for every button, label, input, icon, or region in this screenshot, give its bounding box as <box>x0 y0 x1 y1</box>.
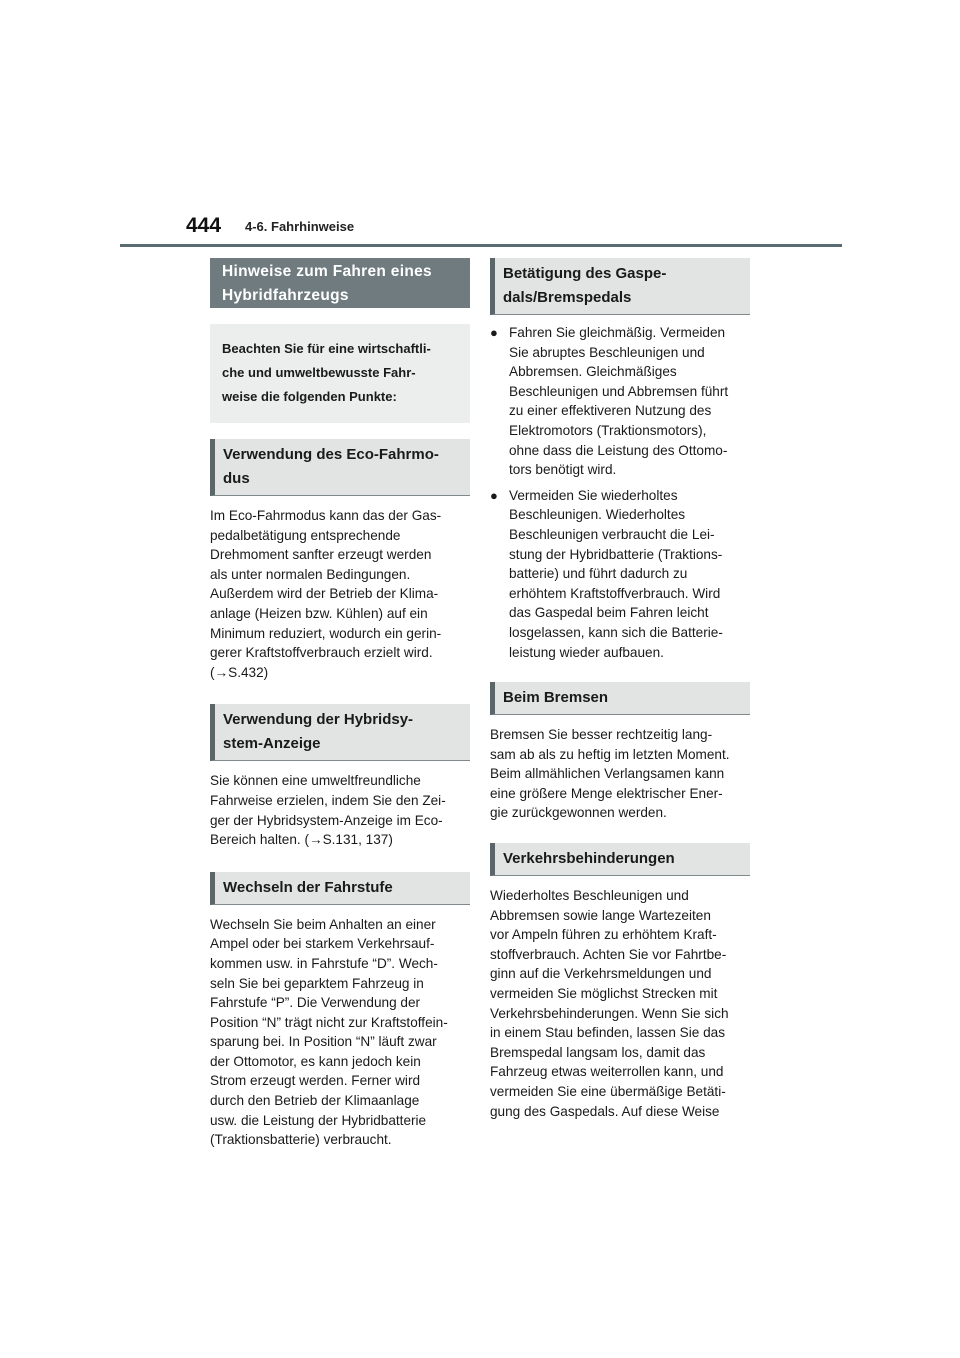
text-line: vermeiden Sie eine übermäßige Betäti- <box>490 1084 726 1099</box>
text-line: Beschleunigen und Abbremsen führt <box>509 383 729 399</box>
text-line: seln Sie bei geparktem Fahrzeug in <box>210 975 424 991</box>
text-line: Bereich halten. (→S.131, 137) <box>210 832 393 848</box>
text-line: Wechseln Sie beim Anhalten an einer <box>210 916 436 932</box>
text-line: erhöhtem Kraftstoffverbrauch. Wird <box>509 585 721 601</box>
text-line: Abbremsen. Gleichmäßiges <box>509 364 677 380</box>
intro-line: Beachten Sie für eine wirtschaftli- <box>222 341 431 356</box>
text-line: stung der Hybridbatterie (Traktions- <box>509 546 723 562</box>
bullet-icon: ● <box>490 487 498 503</box>
text-line: Vermeiden Sie wiederholtes <box>509 487 678 503</box>
text-line: vermeiden Sie möglichst Strecken mit <box>490 986 718 1002</box>
text-line: eine größere Menge elektrischer Ener- <box>490 785 723 801</box>
text-line: sparung bei. In Position “N” läuft zwar <box>210 1034 437 1050</box>
heading-line: Verkehrsbehinderungen <box>503 850 675 868</box>
text-line: Außerdem wird der Betrieb der Klima- <box>210 586 439 602</box>
right-column <box>490 258 750 1121</box>
eco-mode-heading <box>210 439 470 496</box>
main-heading-line: Hinweise zum Fahren eines <box>222 263 432 280</box>
left-column <box>210 258 470 1150</box>
text-line: kommen usw. in Fahrstufe “D”. Wech- <box>210 955 438 971</box>
intro-line: che und umweltbewusste Fahr- <box>222 365 416 380</box>
text-line: Abbremsen sowie lange Wartezeiten <box>490 907 711 923</box>
heading-line: dals/Bremspedals <box>503 289 632 306</box>
text-line: usw. die Leistung der Hybridbatterie <box>210 1112 427 1128</box>
text-line: Bremspedal langsam los, damit das <box>490 1044 706 1060</box>
page-number: 444 <box>186 214 222 237</box>
text-line: gerer Kraftstoffverbrauch erzielt wird. <box>210 645 433 661</box>
text-line: Im Eco-Fahrmodus kann das der Gas- <box>210 508 442 523</box>
text-line: (→S.432) <box>210 664 269 680</box>
traffic-text <box>490 886 750 1121</box>
traffic-heading <box>490 843 750 876</box>
main-heading-line: Hybridfahrzeugs <box>222 287 349 304</box>
text-line: als unter normalen Bedingungen. <box>210 566 411 582</box>
heading-line: Verwendung des Eco-Fahrmo- <box>223 446 439 463</box>
text-line: ger der Hybridsystem-Anzeige im Eco- <box>210 812 443 828</box>
text-line: Fahrzeug etwas weiterrollen kann, und <box>490 1064 724 1080</box>
text-line: Verkehrsbehinderungen. Wenn Sie sich <box>490 1005 729 1021</box>
heading-line: stem-Anzeige <box>223 735 321 753</box>
text-line: Elektromotors (Traktionsmotors), <box>509 422 707 438</box>
gear-change-heading <box>210 872 470 905</box>
text-line: Minimum reduziert, wodurch ein gerin- <box>210 625 442 641</box>
intro-line: weise die folgenden Punkte: <box>222 389 397 404</box>
text-line: Beim allmählichen Verlangsamen kann <box>490 766 725 782</box>
text-line: tors benötigt wird. <box>509 462 617 478</box>
pedals-heading <box>490 258 750 315</box>
gear-change-text <box>210 915 470 1150</box>
text-line: Ampel oder bei starkem Verkehrsauf- <box>210 936 435 952</box>
braking-heading <box>490 682 750 715</box>
section-title: 4-6. Fahrhinweise <box>245 219 355 234</box>
text-line: Wiederholtes Beschleunigen und <box>490 888 689 904</box>
text-line: Position “N” trägt nicht zur Kraftstoffein- <box>210 1014 448 1030</box>
text-line: losgelassen, kann sich die Batterie- <box>509 624 723 640</box>
intro-box <box>210 324 470 423</box>
text-line: pedalbetätigung entsprechende <box>210 527 401 543</box>
braking-text <box>490 725 750 823</box>
text-line: (Traktionsbatterie) verbraucht. <box>210 1132 392 1148</box>
text-line: das Gaspedal beim Fahren leicht <box>509 605 709 621</box>
text-line: zu einer effektiveren Nutzung des <box>509 403 712 419</box>
main-heading <box>210 258 470 308</box>
heading-line: Beim Bremsen <box>503 689 609 707</box>
text-line: vor Ampeln führen zu erhöhtem Kraft- <box>490 927 717 943</box>
heading-line: Verwendung der Hybridsy- <box>223 711 414 729</box>
text-line: in einem Stau befinden, lassen Sie das <box>490 1025 726 1041</box>
bullet-item <box>490 323 750 480</box>
text-line: gung des Gaspedals. Auf diese Weise <box>490 1103 720 1119</box>
text-line: Fahren Sie gleichmäßig. Vermeiden <box>509 325 726 340</box>
hybrid-display-text <box>210 771 470 849</box>
bullet-text <box>509 486 723 662</box>
bullet-text <box>509 323 728 480</box>
heading-line: Betätigung des Gaspe- <box>503 265 667 282</box>
text-line: der Ottomotor, es kann jedoch kein <box>210 1053 421 1069</box>
text-line: anlage (Heizen bzw. Kühlen) auf ein <box>210 605 428 621</box>
text-line: batterie) und führt dadurch zu <box>509 566 688 582</box>
heading-line: Wechseln der Fahrstufe <box>223 878 393 896</box>
text-line: gie zurückgewonnen werden. <box>490 805 667 821</box>
bullet-item <box>490 486 750 662</box>
eco-mode-text <box>210 506 470 682</box>
text-line: Strom erzeugt werden. Ferner wird <box>210 1073 421 1089</box>
text-line: Bremsen Sie besser rechtzeitig lang- <box>490 727 713 743</box>
text-line: Beschleunigen. Wiederholtes <box>509 507 686 523</box>
heading-line: dus <box>223 470 250 487</box>
text-line: Sie abruptes Beschleunigen und <box>509 344 705 360</box>
text-line: Fahrweise erzielen, indem Sie den Zei- <box>210 792 446 808</box>
text-line: leistung wieder aufbauen. <box>509 644 664 660</box>
text-line: ohne dass die Leistung des Ottomo- <box>509 442 728 458</box>
text-line: stoffverbrauch. Achten Sie vor Fahrtbe- <box>490 946 727 962</box>
text-line: Beschleunigen verbraucht die Lei- <box>509 526 715 542</box>
text-line: Sie können eine umweltfreundliche <box>210 773 421 789</box>
hybrid-display-heading <box>210 704 470 761</box>
text-line: sam ab als zu heftig im letzten Moment. <box>490 746 730 762</box>
text-line: Drehmoment sanfter erzeugt werden <box>210 547 432 563</box>
bullet-icon: ● <box>490 325 498 340</box>
header-rule <box>120 244 842 247</box>
text-line: ginn auf die Verkehrsmeldungen und <box>490 966 712 982</box>
text-line: durch den Betrieb der Klimaanlage <box>210 1093 420 1109</box>
text-line: Fahrstufe “P”. Die Verwendung der <box>210 995 421 1011</box>
